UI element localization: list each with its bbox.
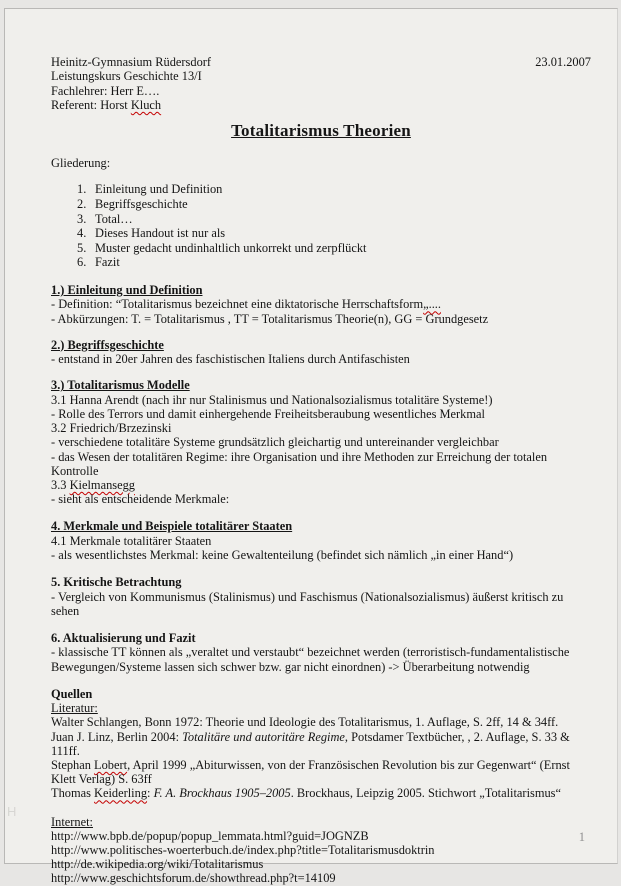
outline-item-text: Fazit bbox=[95, 255, 120, 270]
outline-item bbox=[77, 226, 591, 241]
outline-item bbox=[77, 241, 591, 256]
entry-text: Juan J. Linz, Berlin 2004: bbox=[51, 729, 183, 744]
entry-text: . Brockhaus, Leipzig 2005. Stichwort „Totalitarismus“ bbox=[290, 786, 561, 801]
definition-line bbox=[51, 297, 591, 311]
literature-entry bbox=[51, 730, 591, 758]
section-heading: 1.) Einleitung und Definition bbox=[51, 282, 203, 297]
abbreviation-line: - Abkürzungen: T. = Totalitarismus , TT = Totalitarismus Theorie(n), GG = Grundgesetz bbox=[51, 311, 489, 326]
url-line: http://www.geschichtsforum.de/showthread.php?t=14109 bbox=[51, 871, 336, 886]
section-quellen bbox=[51, 687, 591, 801]
spellcheck-word-dots: „.... bbox=[423, 297, 441, 312]
page-number: 1 bbox=[578, 830, 585, 844]
body-line: - klassische TT können als „veraltet und verstaubt“ bezeichnet werden (terroristisch-fundamentalistische Bewegungen/Systeme lassen sich schwer bzw. gar nicht einordnen) -> Überarbeitung notwendig bbox=[51, 645, 570, 674]
url-line: http://www.politisches-woerterbuch.de/index.php?title=Totalitarismusdoktrin bbox=[51, 843, 435, 858]
literature-entry bbox=[51, 786, 591, 800]
outline-item-number: 3. bbox=[77, 211, 87, 226]
outline-item-number: 5. bbox=[77, 240, 87, 255]
body-line: 3.1 Hanna Arendt (nach ihr nur Stalinismus und Nationalsozialismus totalitäre Systeme!) bbox=[51, 392, 493, 407]
internet-label: Internet: bbox=[51, 814, 93, 829]
document-header bbox=[51, 55, 591, 112]
book-title-italic: Totalitäre und autoritäre Regime bbox=[182, 729, 345, 744]
body-line: - sieht als entscheidende Merkmale: bbox=[51, 492, 230, 507]
outline-item bbox=[77, 197, 591, 212]
outline-list bbox=[51, 182, 591, 270]
presenter-prefix: Referent: Horst bbox=[51, 97, 131, 112]
watermark-fragment: H bbox=[7, 804, 17, 819]
section-heading: 5. Kritische Betrachtung bbox=[51, 575, 182, 590]
sources-heading: Quellen bbox=[51, 686, 93, 701]
definition-text: - Definition: “Totalitarismus bezeichnet eine diktatorische Herrschaftsform bbox=[51, 297, 424, 312]
school-name: Heinitz-Gymnasium Rüdersdorf bbox=[51, 55, 212, 69]
literature-entry bbox=[51, 758, 591, 786]
section-heading: 6. Aktualisierung und Fazit bbox=[51, 631, 196, 646]
entry-text: , April 1999 „Abiturwissen, von der Französischen Revolution bis zur Gegenwart“ (Ernst Klett Verlag) S. 63ff bbox=[51, 758, 570, 787]
book-title-italic: F. A. Brockhaus 1905–2005 bbox=[153, 786, 291, 801]
section-kritik bbox=[51, 575, 591, 618]
section-begriffsgeschichte bbox=[51, 338, 591, 367]
url-line: http://de.wikipedia.org/wiki/Totalitarismus bbox=[51, 857, 264, 872]
outline-item bbox=[77, 255, 591, 270]
entry-text: : bbox=[147, 786, 154, 801]
spellcheck-word-lobert: Lobert bbox=[94, 758, 128, 773]
spellcheck-word-keiderling: Keiderling bbox=[94, 786, 148, 801]
body-line: - entstand in 20er Jahren des faschistischen Italiens durch Antifaschisten bbox=[51, 352, 410, 367]
entry-text: Thomas bbox=[51, 786, 95, 801]
outline-item-text: Einleitung und Definition bbox=[95, 182, 223, 197]
outline-item bbox=[77, 212, 591, 227]
document-date: 23.01.2007 bbox=[535, 55, 591, 69]
url-line: http://www.bpb.de/popup/popup_lemmata.html?guid=JOGNZB bbox=[51, 828, 369, 843]
literature-label: Literatur: bbox=[51, 701, 98, 716]
outline-label: Gliederung: bbox=[51, 156, 111, 171]
section-internet bbox=[51, 815, 591, 886]
body-line bbox=[51, 478, 591, 492]
section-heading: 3.) Totalitarismus Modelle bbox=[51, 378, 190, 393]
teacher-line: Fachlehrer: Herr E…. bbox=[51, 83, 160, 98]
body-line: - das Wesen der totalitären Regime: ihre Organisation und ihre Methoden zur Erreichung der totalen Kontrolle bbox=[51, 449, 548, 478]
body-line: - Vergleich von Kommunismus (Stalinismus) und Faschismus (Nationalsozialismus) äußerst kritisch zu sehen bbox=[51, 589, 564, 618]
body-line: - als wesentlichstes Merkmal: keine Gewaltenteilung (befindet sich nämlich „in einer Hand“) bbox=[51, 548, 514, 563]
header-left-block bbox=[51, 55, 211, 112]
section-einleitung bbox=[51, 283, 591, 326]
outline-item-number: 4. bbox=[77, 226, 87, 241]
spellcheck-word-kluch: Kluch bbox=[130, 97, 162, 112]
document-title: Totalitarismus Theorien bbox=[231, 121, 411, 141]
outline-item-text: Total… bbox=[95, 211, 133, 226]
outline-item-text: Begriffsgeschichte bbox=[95, 196, 188, 211]
section-fazit bbox=[51, 631, 591, 674]
body-line: - verschiedene totalitäre Systeme grundsätzlich gleichartig und untereinander vergleichbar bbox=[51, 435, 499, 450]
section-modelle bbox=[51, 378, 591, 506]
section-heading: 4. Merkmale und Beispiele totalitärer Staaten bbox=[51, 519, 293, 534]
body-line: 3.2 Friedrich/Brzezinski bbox=[51, 421, 172, 436]
presenter-line bbox=[51, 98, 211, 112]
body-line: - Rolle des Terrors und damit einhergehende Freiheitsberaubung wesentliches Merkmal bbox=[51, 406, 485, 421]
outline-item-number: 6. bbox=[77, 255, 87, 270]
outline-item-number: 2. bbox=[77, 196, 87, 211]
section-merkmale bbox=[51, 519, 591, 562]
body-line: 4.1 Merkmale totalitärer Staaten bbox=[51, 533, 212, 548]
subsection-number: 3.3 bbox=[51, 478, 70, 492]
spellcheck-word-kielmansegg: Kielmansegg bbox=[69, 478, 135, 492]
entry-text: , Potsdamer Textbücher, , 2. Auflage, S. 33 & 111ff. bbox=[51, 729, 570, 758]
outline-item-number: 1. bbox=[77, 182, 87, 197]
outline-item-text: Muster gedacht undinhaltlich unkorrekt und zerpflückt bbox=[95, 240, 367, 255]
literature-entry: Walter Schlangen, Bonn 1972: Theorie und Ideologie des Totalitarismus, 1. Auflage, S. 2ff, 14 & 34ff. bbox=[51, 715, 559, 730]
entry-text: Stephan bbox=[51, 758, 95, 773]
outline-item bbox=[77, 182, 591, 197]
document-page bbox=[4, 8, 618, 886]
section-heading: 2.) Begriffsgeschichte bbox=[51, 337, 164, 352]
outline-item-text: Dieses Handout ist nur als bbox=[95, 226, 226, 241]
course-name: Leistungskurs Geschichte 13/I bbox=[51, 69, 202, 84]
